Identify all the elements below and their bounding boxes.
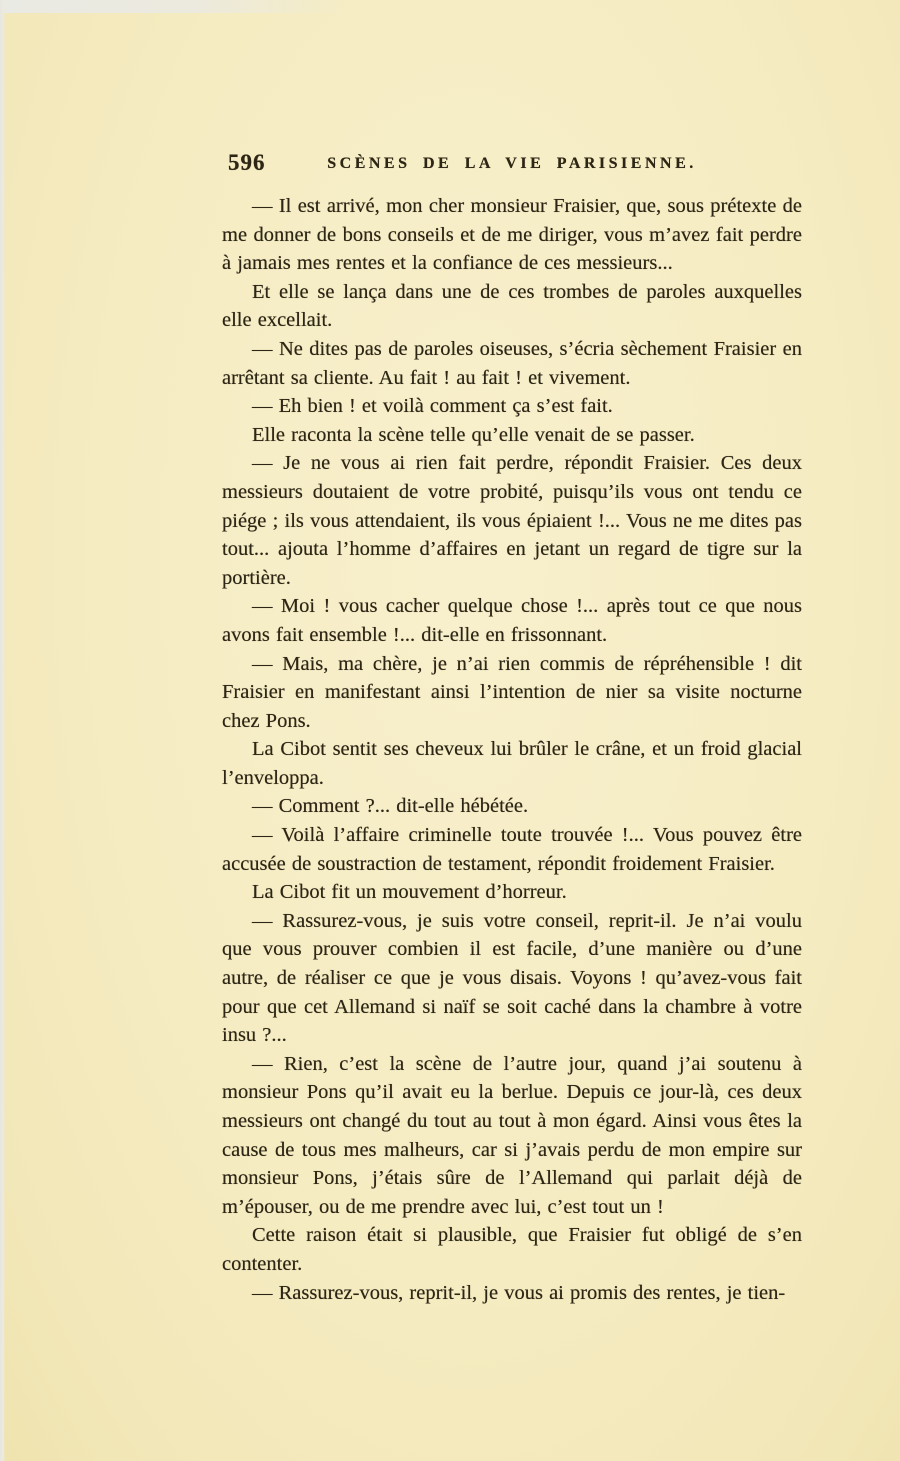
paragraph: Elle raconta la scène telle qu’elle venait de se passer. — [252, 423, 695, 446]
scan-edge-left — [0, 0, 5, 1461]
paragraph: — Mais, ma chère, je n’ai rien commis de répréhensible ! dit Fraisier en manifestant ainsi l’intention de nier sa visite nocturne chez Pons. — [222, 652, 802, 732]
paragraph: — Je ne vous ai rien fait perdre, répondit Fraisier. Ces deux messieurs doutaient de votre probité, puisqu’ils vous ont tendu ce piége ; ils vous attendaient, ils vous épiaient !... Vous ne me dites pas tout... ajouta l’homme d’affaires en jetant un regard de tigre sur la portière. — [222, 452, 802, 589]
page-number: 596 — [228, 150, 266, 175]
paragraph: — Rassurez-vous, reprit-il, je vous ai promis des rentes, je tien- — [252, 1281, 786, 1304]
paragraph: Et elle se lança dans une de ces trombes de paroles auxquelles elle excellait. — [222, 280, 802, 332]
paragraph: — Eh bien ! et voilà comment ça s’est fait. — [252, 395, 613, 418]
scan-edge-top — [4, 0, 349, 13]
running-head — [222, 150, 802, 180]
paragraph: — Comment ?... dit-elle hébétée. — [252, 795, 529, 818]
paragraph: — Rassurez-vous, je suis votre conseil, reprit-il. Je n’ai voulu que vous prouver combien il est facile, d’une manière ou d’une autre, de réaliser ce que je vous disais. Voyons ! qu’avez-vous fait pour que cet Allemand si naïf se soit caché dans la chambre à votre insu ?... — [222, 909, 802, 1047]
paragraph: Cette raison était si plausible, que Fraisier fut obligé de s’en contenter. — [222, 1224, 802, 1275]
text-block — [222, 150, 802, 1307]
paragraph: — Il est arrivé, mon cher monsieur Fraisier, que, sous prétexte de me donner de bons conseils et de me diriger, vous m’avez fait perdre à jamais mes rentes et la confiance de ces messieurs... — [222, 195, 802, 275]
paragraph: — Ne dites pas de paroles oiseuses, s’écria sèchement Fraisier en arrêtant sa cliente. Au fait ! au fait ! et vivement. — [222, 337, 802, 389]
paragraph: La Cibot fit un mouvement d’horreur. — [252, 881, 567, 904]
paragraph: — Voilà l’affaire criminelle toute trouvée !... Vous pouvez être accusée de soustraction de testament, répondit froidement Fraisier. — [222, 824, 802, 875]
paragraph: — Rien, c’est la scène de l’autre jour, quand j’ai soutenu à monsieur Pons qu’il avait eu la berlue. Depuis ce jour-là, ces deux messieurs ont changé du tout au tout à mon égard. Ainsi vous êtes la cause de tous mes malheurs, car si j’avais perdu de mon empire sur monsieur Pons, j’étais sûre de l’Allemand qui parlait déjà de m’épouser, ou de me prendre avec lui, c’est tout un ! — [222, 1052, 802, 1218]
running-title: SCÈNES DE LA VIE PARISIENNE. — [327, 155, 697, 172]
body-text — [222, 192, 802, 1307]
paragraph: La Cibot sentit ses cheveux lui brûler le crâne, et un froid glacial l’enveloppa. — [222, 738, 802, 789]
paragraph: — Moi ! vous cacher quelque chose !... après tout ce que nous avons fait ensemble !... dit-elle en frissonnant. — [222, 595, 802, 646]
